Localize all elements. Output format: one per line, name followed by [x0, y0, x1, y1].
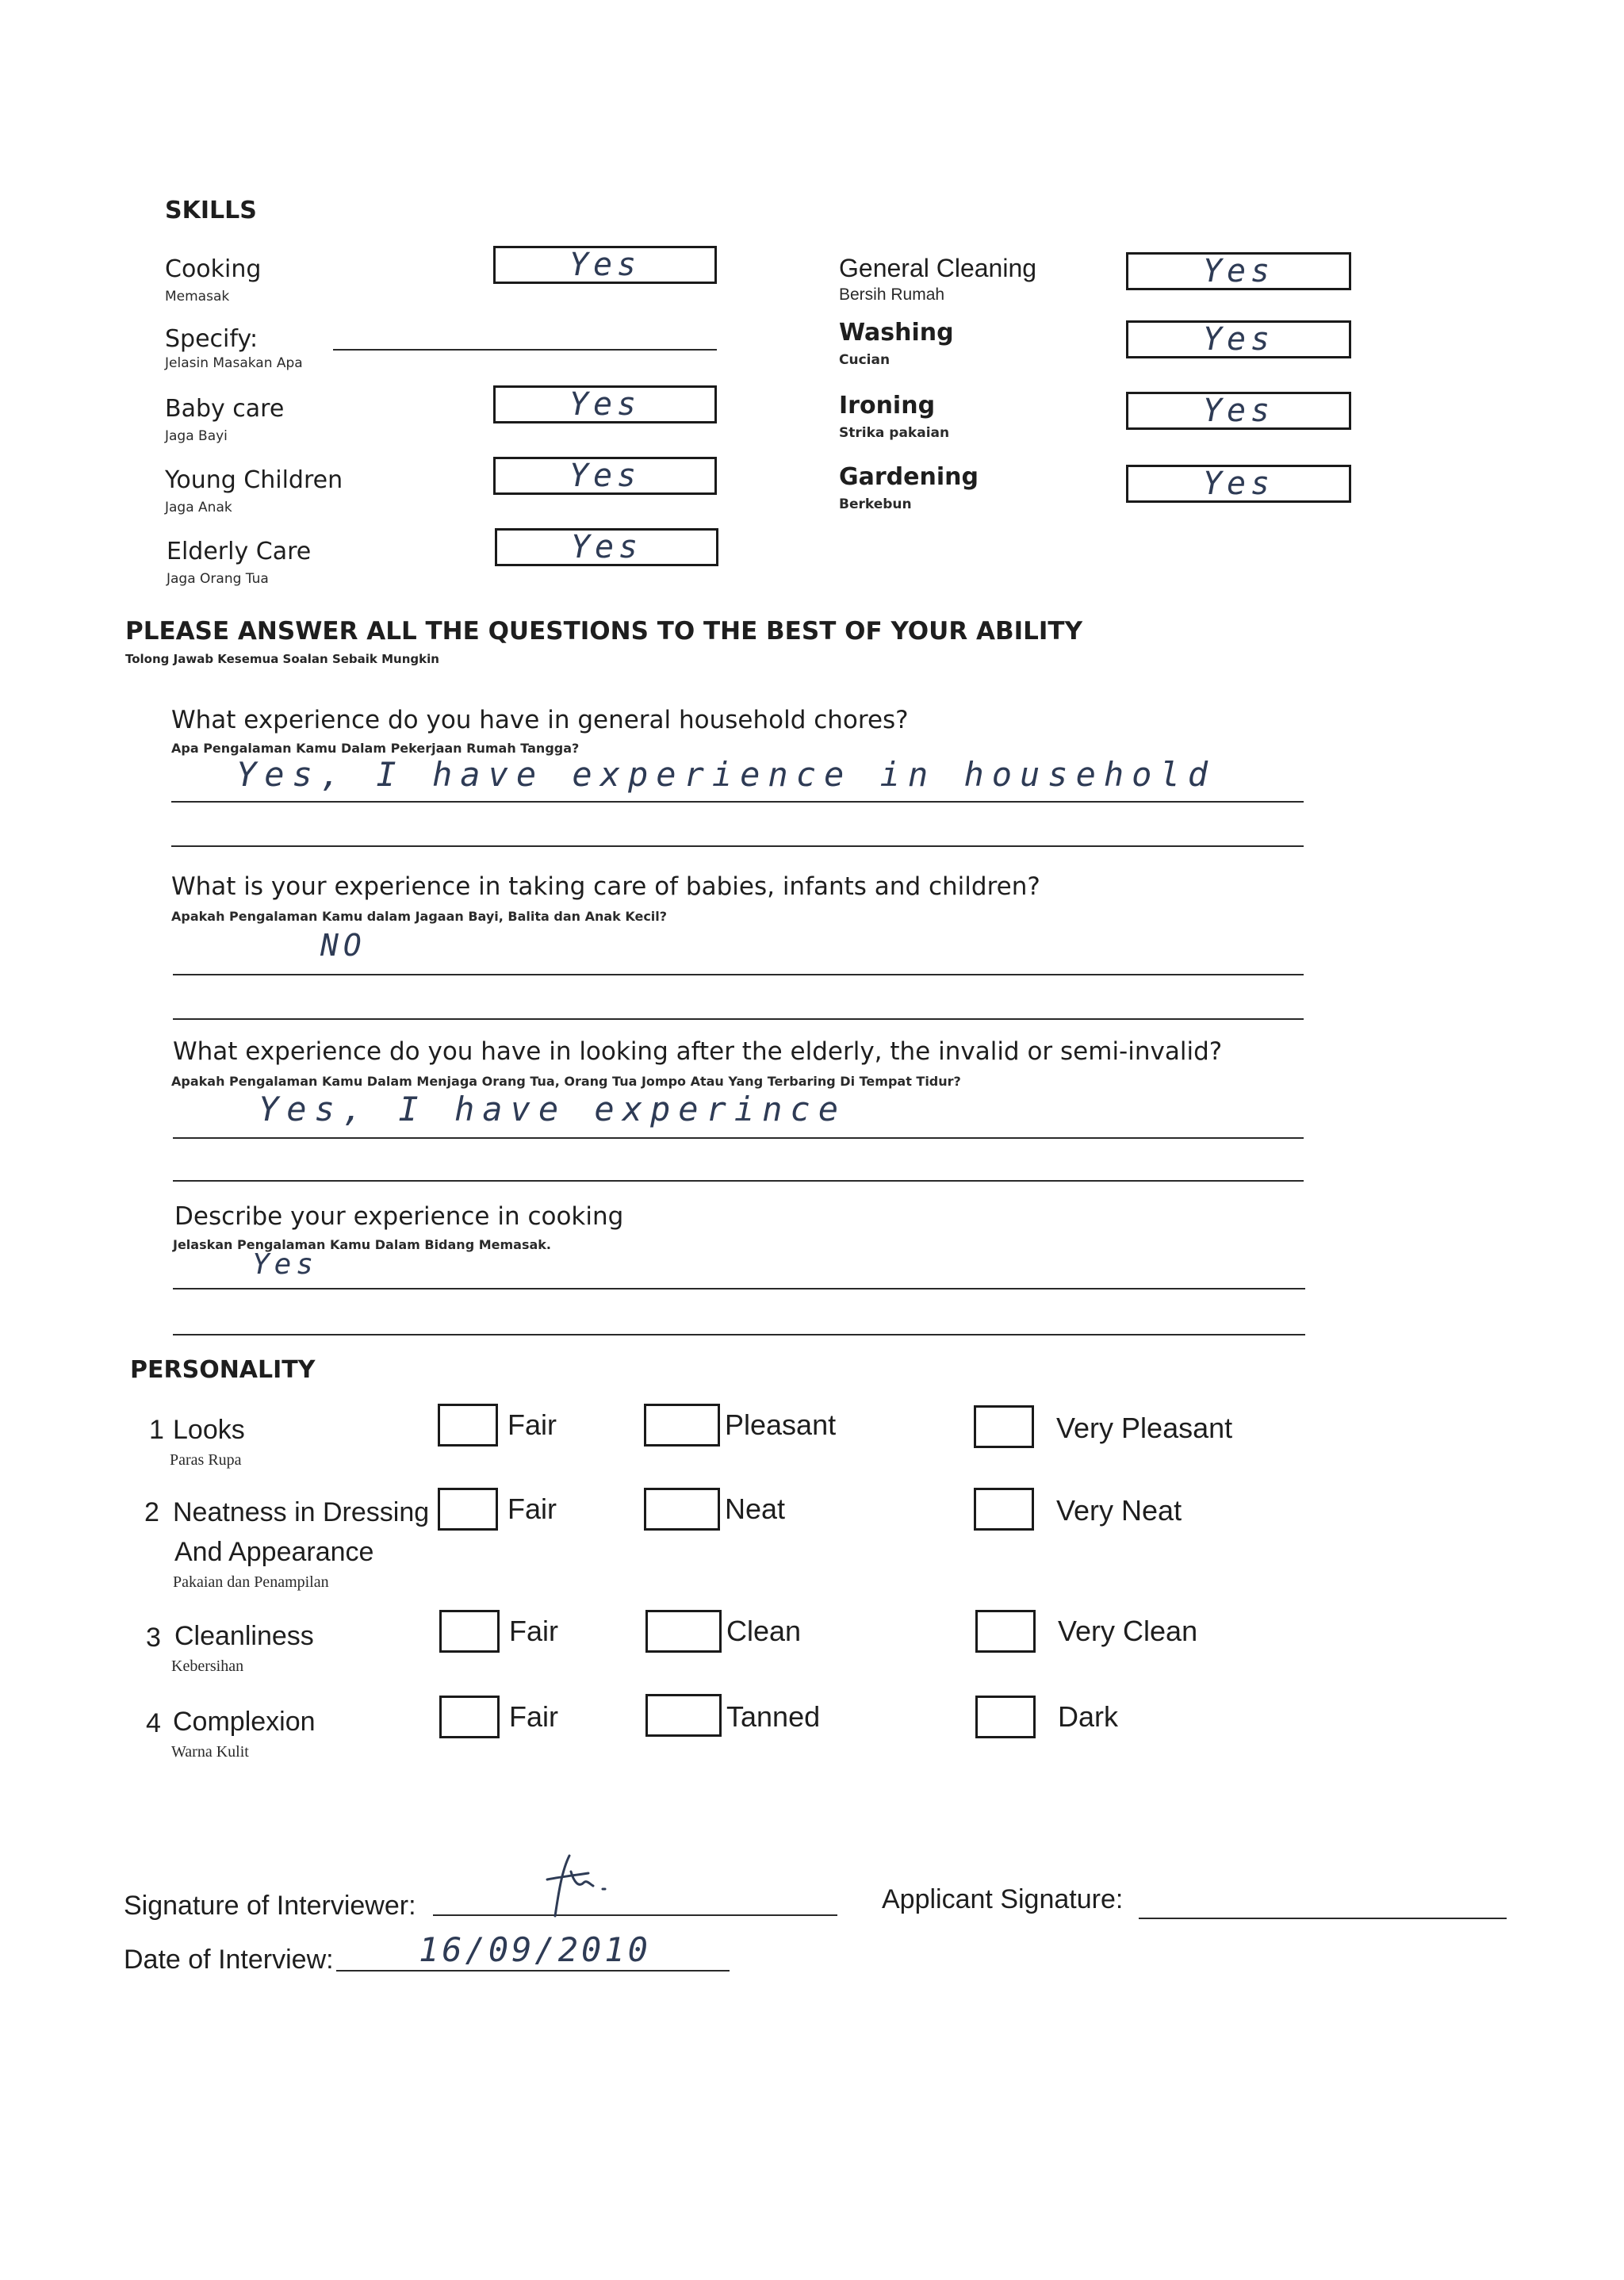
question-1-sub: Apa Pengalaman Kamu Dalam Pekerjaan Rumah Tangga?	[171, 741, 580, 756]
skill-babycare-answer-box[interactable]	[493, 385, 717, 423]
skill-gardening-answer-box[interactable]	[1126, 465, 1351, 503]
skill-cleaning-answer-box[interactable]	[1126, 252, 1351, 290]
skill-elderly-answer-box[interactable]	[495, 528, 718, 566]
skill-cooking-answer: Yes	[569, 247, 642, 283]
question-1-line-1[interactable]	[171, 801, 1304, 803]
question-4-line-2[interactable]	[173, 1334, 1305, 1335]
question-1-line-2[interactable]	[171, 845, 1304, 847]
interview-date-line[interactable]	[336, 1970, 730, 1972]
personality-1-num: 1	[149, 1415, 164, 1445]
skill-youngchildren-sub: Jaga Anak	[165, 500, 232, 515]
personality-3-veryclean-label: Very Clean	[1058, 1615, 1198, 1647]
skill-ironing-sub: Strika pakaian	[839, 425, 950, 441]
question-4: Describe your experience in cooking	[174, 1202, 624, 1231]
personality-2-sub: Pakaian dan Penampilan	[173, 1573, 329, 1591]
question-2-answer: NO	[320, 928, 366, 963]
personality-1-sub: Paras Rupa	[170, 1451, 242, 1469]
personality-3-clean-checkbox[interactable]	[645, 1610, 722, 1653]
skill-cleaning-label: General Cleaning	[839, 254, 1037, 282]
personality-1-fair-label: Fair	[508, 1408, 557, 1441]
skill-ironing-answer: Yes	[1202, 393, 1275, 429]
personality-4-tanned-label: Tanned	[726, 1700, 821, 1733]
interviewer-signature-label: Signature of Interviewer:	[124, 1891, 416, 1921]
personality-2-label-line2: And Appearance	[174, 1537, 374, 1567]
skill-gardening-label: Gardening	[839, 463, 979, 491]
skill-ironing-answer-box[interactable]	[1126, 392, 1351, 430]
skill-youngchildren-answer: Yes	[569, 458, 642, 494]
skill-cleaning-sub: Bersih Rumah	[839, 285, 945, 304]
skill-elderly-label: Elderly Care	[167, 538, 312, 565]
personality-2-veryneat-checkbox[interactable]	[974, 1488, 1034, 1531]
question-2-line-2[interactable]	[173, 1018, 1304, 1020]
question-1: What experience do you have in general household chores?	[171, 706, 909, 734]
personality-4-num: 4	[146, 1708, 161, 1738]
skill-youngchildren-label: Young Children	[165, 466, 343, 494]
personality-1-verypleasant-checkbox[interactable]	[974, 1405, 1034, 1448]
personality-4-tanned-checkbox[interactable]	[645, 1694, 722, 1737]
question-4-sub: Jelaskan Pengalaman Kamu Dalam Bidang Memasak.	[173, 1237, 551, 1252]
skill-specify-line[interactable]	[333, 349, 717, 351]
skill-cooking-answer-box[interactable]	[493, 246, 717, 284]
personality-4-label: Complexion	[173, 1707, 316, 1737]
interview-date-value: 16/09/2010	[419, 1930, 651, 1969]
skill-washing-sub: Cucian	[839, 352, 891, 368]
personality-2-neat-label: Neat	[725, 1493, 786, 1525]
interviewer-signature-line[interactable]	[433, 1914, 837, 1916]
skill-washing-answer-box[interactable]	[1126, 320, 1351, 358]
questions-title: PLEASE ANSWER ALL THE QUESTIONS TO THE BEST OF YOUR ABILITY	[125, 617, 1083, 646]
personality-3-clean-label: Clean	[726, 1615, 802, 1647]
question-2-line-1[interactable]	[173, 974, 1304, 975]
personality-3-num: 3	[146, 1623, 161, 1653]
applicant-signature-line[interactable]	[1139, 1918, 1507, 1919]
question-3-sub: Apakah Pengalaman Kamu Dalam Menjaga Orang Tua, Orang Tua Jompo Atau Yang Terbaring Di Tempat Tidur?	[171, 1074, 961, 1089]
skill-cooking-sub: Memasak	[165, 289, 230, 305]
skill-youngchildren-answer-box[interactable]	[493, 457, 717, 495]
question-3-line-2[interactable]	[173, 1180, 1304, 1182]
personality-2-num: 2	[144, 1497, 159, 1527]
skill-babycare-sub: Jaga Bayi	[165, 428, 228, 444]
personality-4-sub: Warna Kulit	[171, 1743, 249, 1761]
questions-subtitle: Tolong Jawab Kesemua Soalan Sebaik Mungkin	[125, 652, 439, 666]
personality-1-verypleasant-label: Very Pleasant	[1056, 1412, 1233, 1444]
personality-2-veryneat-label: Very Neat	[1056, 1494, 1182, 1527]
skill-gardening-answer: Yes	[1202, 466, 1275, 502]
question-2: What is your experience in taking care of babies, infants and children?	[171, 872, 1040, 901]
question-4-line-1[interactable]	[173, 1288, 1305, 1289]
interview-date-label: Date of Interview:	[124, 1945, 334, 1975]
personality-2-fair-checkbox[interactable]	[438, 1488, 498, 1531]
personality-4-dark-checkbox[interactable]	[975, 1696, 1036, 1738]
question-1-answer: Yes, I have experience in household	[236, 755, 1216, 794]
skill-babycare-label: Baby care	[165, 395, 285, 423]
personality-1-pleasant-checkbox[interactable]	[644, 1404, 720, 1447]
skill-gardening-sub: Berkebun	[839, 496, 912, 512]
skill-washing-answer: Yes	[1202, 321, 1275, 358]
skill-cleaning-answer: Yes	[1202, 253, 1275, 289]
question-3: What experience do you have in looking after the elderly, the invalid or semi-invalid?	[173, 1037, 1223, 1066]
interviewer-signature-mark	[523, 1848, 626, 1921]
skill-elderly-sub: Jaga Orang Tua	[167, 571, 269, 587]
personality-3-fair-label: Fair	[509, 1615, 558, 1647]
skills-title: SKILLS	[165, 197, 257, 224]
question-4-answer: Yes	[252, 1248, 319, 1281]
question-2-sub: Apakah Pengalaman Kamu dalam Jagaan Bayi, Balita dan Anak Kecil?	[171, 909, 668, 924]
personality-2-neat-checkbox[interactable]	[644, 1488, 720, 1531]
personality-3-veryclean-checkbox[interactable]	[975, 1610, 1036, 1653]
personality-3-sub: Kebersihan	[171, 1657, 244, 1675]
applicant-signature-label: Applicant Signature:	[882, 1884, 1124, 1914]
personality-title: PERSONALITY	[130, 1356, 316, 1384]
skill-specify-label: Specify:	[165, 325, 259, 353]
personality-1-label: Looks	[173, 1415, 245, 1445]
skill-babycare-answer: Yes	[569, 386, 642, 423]
skill-specify-sub: Jelasin Masakan Apa	[165, 355, 303, 371]
personality-4-fair-label: Fair	[509, 1700, 558, 1733]
personality-1-fair-checkbox[interactable]	[438, 1404, 498, 1447]
personality-3-fair-checkbox[interactable]	[439, 1610, 500, 1653]
personality-1-pleasant-label: Pleasant	[725, 1408, 837, 1441]
question-3-answer: Yes, I have experince	[259, 1090, 847, 1129]
personality-2-label: Neatness in Dressing	[173, 1497, 430, 1527]
skill-washing-label: Washing	[839, 319, 954, 347]
skill-ironing-label: Ironing	[839, 392, 936, 420]
personality-4-fair-checkbox[interactable]	[439, 1696, 500, 1738]
personality-4-dark-label: Dark	[1058, 1700, 1119, 1733]
skill-cooking-label: Cooking	[165, 255, 262, 283]
skill-elderly-answer: Yes	[570, 529, 643, 565]
personality-2-fair-label: Fair	[508, 1493, 557, 1525]
question-3-line-1[interactable]	[173, 1137, 1304, 1139]
personality-3-label: Cleanliness	[174, 1621, 314, 1651]
